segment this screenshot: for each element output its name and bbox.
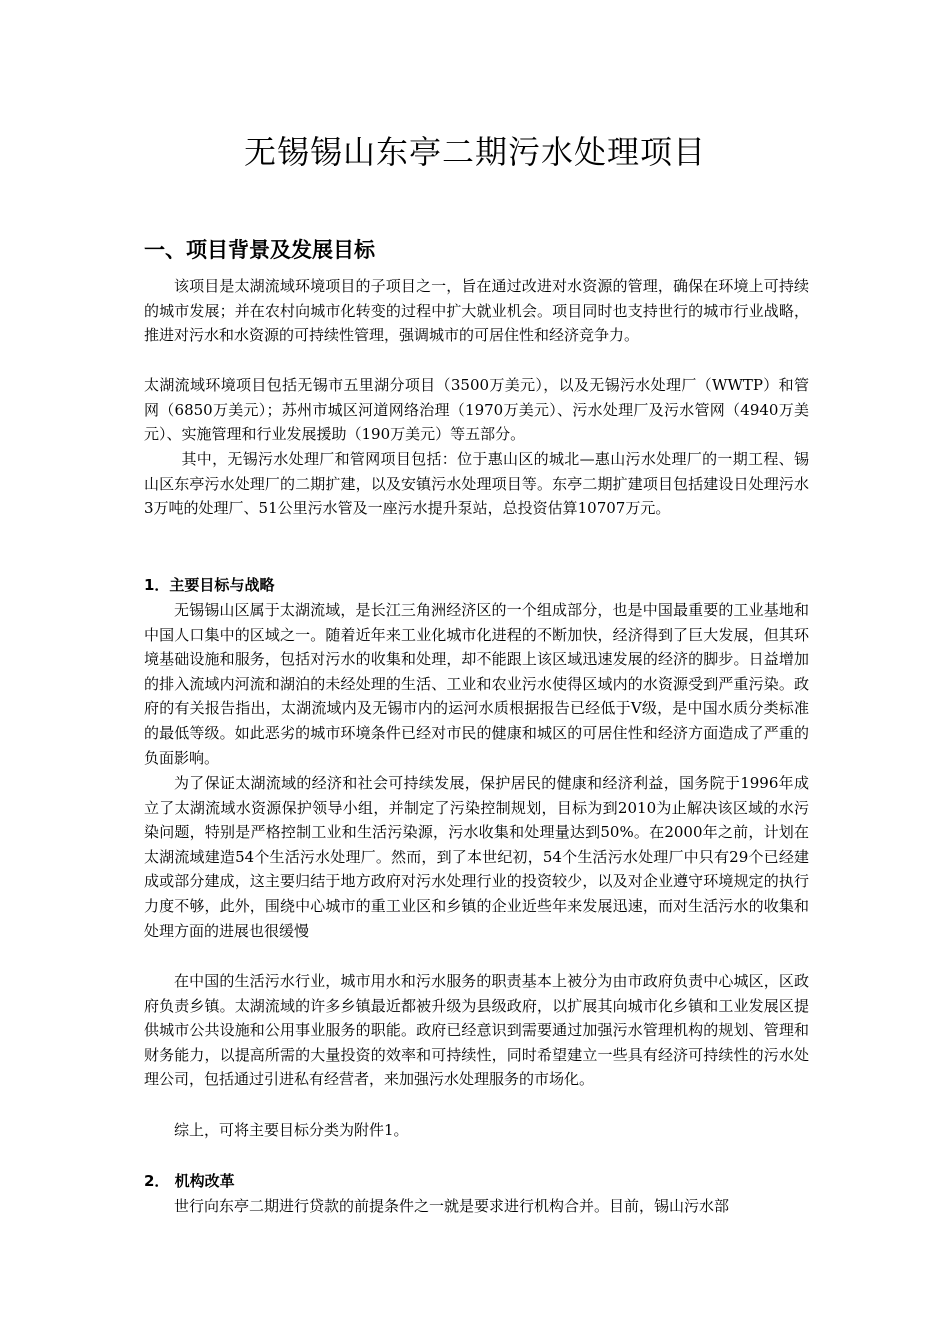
paragraph-wuxi-subprojects: 其中，无锡污水处理厂和管网项目包括：位于惠山区的城北—惠山污水处理厂的一期工程、锡山区东亭污水处理厂的二期扩建，以及安镇污水处理项目等。东亭二期扩建项目包括建设日处理污水3万吨的处理厂、51公里污水管及一座污水提升泵站，总投资估算10707万元。 <box>144 450 809 518</box>
document-title: 无锡锡山东亭二期污水处理项目 <box>243 133 706 171</box>
subsection-heading-reform: 2． 机构改革 <box>144 1172 235 1190</box>
section-heading-background: 一、项目背景及发展目标 <box>144 238 375 262</box>
paragraph-regional-context: 无锡锡山区属于太湖流域，是长江三角洲经济区的一个组成部分，也是中国最重要的工业基地和中国人口集中的区域之一。随着近年来工业化城市化进程的不断加快，经济得到了巨大发展，但其环境基础设施和服务，包括对污水的收集和处理，却不能跟上该区域迅速发展的经济的脚步。日益增加的排入流域内河流和湖泊的未经处理的生活、工业和农业污水使得区域内的水资源受到严重污染。政府的有关报告指出，太湖流域内及无锡市内的运河水质根据报告已经低于V级，是中国水质分类标准的最低等级。如此恶劣的城市环境条件已经对市民的健康和城区的可居住性和经济方面造成了严重的负面影响。 <box>144 601 809 767</box>
paragraph-reform-intro: 世行向东亭二期进行贷款的前提条件之一就是要求进行机构合并。目前，锡山污水部 <box>174 1197 730 1215</box>
paragraph-summary: 综上，可将主要目标分类为附件1。 <box>174 1121 409 1139</box>
paragraph-project-components: 太湖流域环境项目包括无锡市五里湖分项目（3500万美元），以及无锡污水处理厂（WWTP）和管网（6850万美元）；苏州市城区河道网络治理（1970万美元）、污水处理厂及污水管网（4940万美元）、实施管理和行业发展援助（190万美元）等五部分。 <box>144 376 809 444</box>
paragraph-institutional-responsibility: 在中国的生活污水行业，城市用水和污水服务的职责基本上被分为由市政府负责中心城区，区政府负责乡镇。太湖流域的许多乡镇最近都被升级为县级政府，以扩展其向城市化乡镇和工业发展区提供城市公共设施和公用事业服务的职能。政府已经意识到需要通过加强污水管理机构的规划、管理和财务能力，以提高所需的大量投资的效率和可持续性，同时希望建立一些具有经济可持续性的污水处理公司，包括通过引进私有经营者，来加强污水处理服务的市场化。 <box>144 972 809 1089</box>
paragraph-state-council-plan: 为了保证太湖流域的经济和社会可持续发展，保护居民的健康和经济利益，国务院于1996年成立了太湖流域水资源保护领导小组，并制定了污染控制规划，目标为到2010为止解决该区域的水污染问题，特别是严格控制工业和生活污染源，污水收集和处理量达到50%。在2000年之前，计划在太湖流域建造54个生活污水处理厂。然而，到了本世纪初，54个生活污水处理厂中只有29个已经建成或部分建成，这主要归结于地方政府对污水处理行业的投资较少，以及对企业遵守环境规定的执行力度不够，此外，围绕中心城市的重工业区和乡镇的企业近些年来发展迅速，而对生活污水的收集和处理方面的进展也很缓慢 <box>144 774 809 940</box>
paragraph-project-intro: 该项目是太湖流域环境项目的子项目之一，旨在通过改进对水资源的管理，确保在环境上可持续的城市发展；并在农村向城市化转变的过程中扩大就业机会。项目同时也支持世行的城市行业战略，推进对污水和水资源的可持续性管理，强调城市的可居住性和经济竞争力。 <box>144 277 809 345</box>
subsection-heading-goals: 1．主要目标与战略 <box>144 576 275 594</box>
